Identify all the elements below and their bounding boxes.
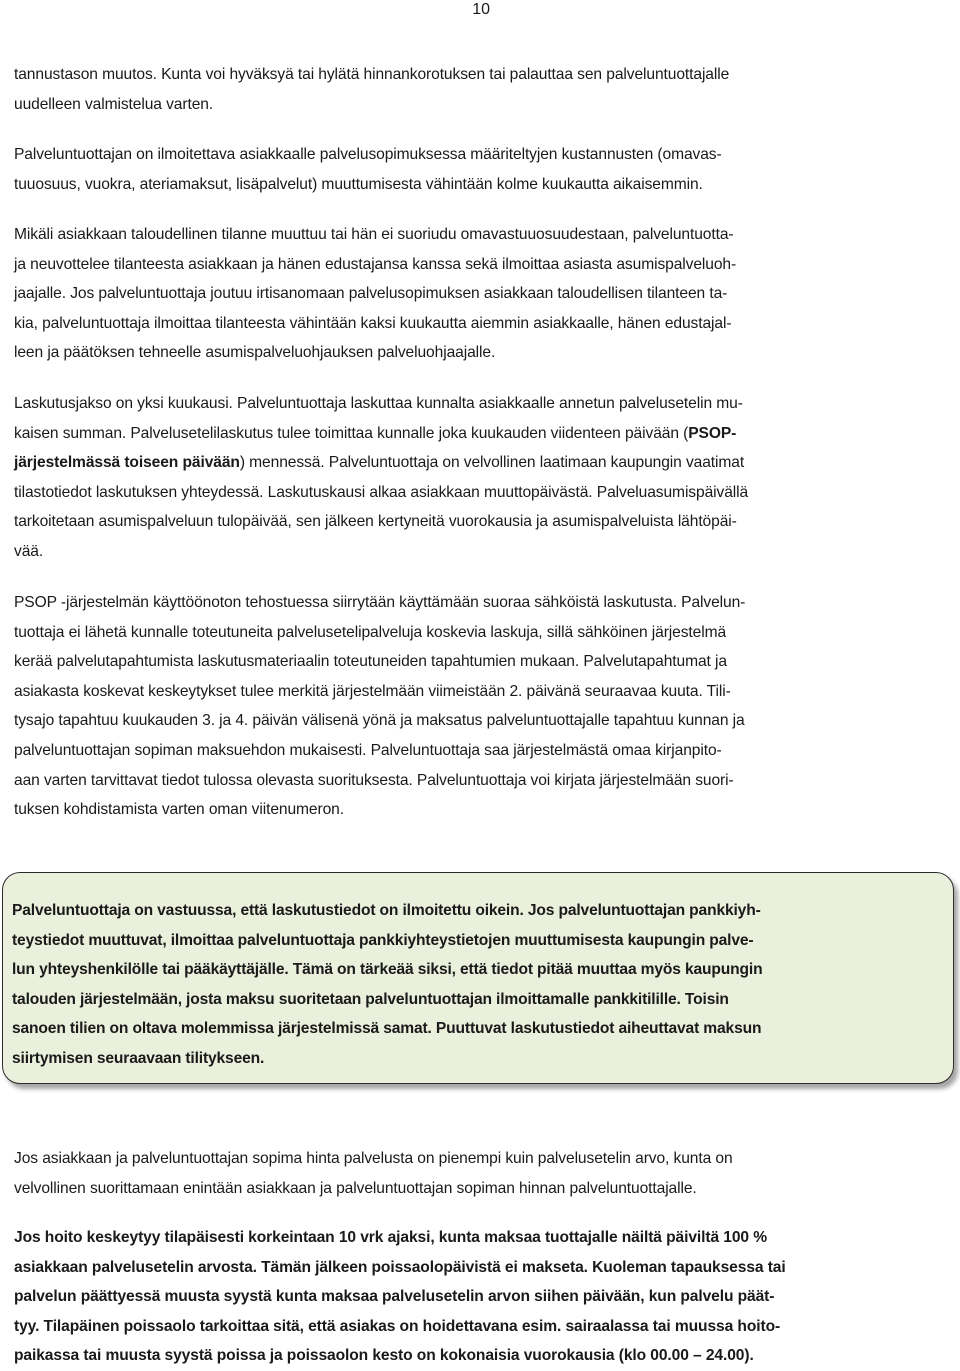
text-line: tannustason muutos. Kunta voi hyväksyä tai hylätä hinnankorotuksen tai palauttaa sen palveluntuottajalle: [14, 66, 730, 83]
paragraph-price-change: [14, 60, 946, 119]
bold-fragment: PSOP-: [688, 424, 737, 442]
text-line: tuksen kohdistamista varten oman viitenumeron.: [14, 801, 344, 819]
text-line: teystiedot muuttuvat, ilmoittaa palveluntuottaja pankkiyhteystietojen muuttumisesta kaupungin palve-: [12, 931, 754, 949]
text-line: asiakasta koskevat keskeytykset tulee merkitä järjestelmään viimeistään 2. päivänä seuraavaa kuuta. Tili-: [14, 682, 731, 700]
text-line: palveluntuottajan sopiman maksuehdon mukaisesti. Palveluntuottaja saa järjestelmästä omaa kirjanpito-: [14, 741, 722, 759]
text-line: vää.: [14, 542, 44, 560]
text-line: uudelleen valmistelua varten.: [14, 95, 214, 113]
text-line: tysajo tapahtuu kuukauden 3. ja 4. päivän välisenä yönä ja maksatus palveluntuottajalle tapahtuu kunnan ja: [14, 712, 745, 730]
text-line: jaajalle. Jos palveluntuottaja joutuu irtisanomaan palvelusopimuksen asiakkaan taloudellisen tilanteen ta-: [14, 285, 728, 303]
text-line: asiakkaan palvelusetelin arvosta. Tämän jälkeen poissaolopäivistä ei makseta. Kuoleman tapauksessa tai: [14, 1258, 786, 1276]
text-line: [14, 448, 946, 478]
text-line: talouden järjestelmään, josta maksu suoritetaan palveluntuottajan ilmoittamalle pankkitilille. Toisin: [12, 990, 729, 1008]
text-line: ja neuvottelee tilanteesta asiakkaan ja hänen edustajansa kanssa sekä ilmoittaa asiasta asumispalveluoh-: [14, 255, 737, 273]
text-line: PSOP -järjestelmän käyttöönoton tehostuessa siirrytään käyttämään suoraa sähköistä laskutusta. Palvelun-: [14, 594, 746, 611]
text-line: [14, 419, 946, 449]
text-line: kia, palveluntuottaja ilmoittaa tilanteesta vähintään kaksi kuukautta aiemmin asiakkaalle, hänen edustajal-: [14, 314, 732, 332]
text-line: tarkoitetaan asumispalveluun tulopäivää, sen jälkeen kertyneitä vuorokausia ja asumispalveluista lähtöpäi-: [14, 513, 737, 531]
paragraph-temporary-absence: [14, 1223, 946, 1371]
text-line: kerää palvelutapahtumista laskutusmateriaalin toteutuneiden tapahtumien mukaan. Palvelutapahtumat ja: [14, 653, 727, 671]
text-line: Jos asiakkaan ja palveluntuottajan sopima hinta palvelusta on pienempi kuin palvelusetelin arvo, kunta on: [14, 1150, 733, 1167]
text-line: leen ja päätöksen tehneelle asumispalveluohjauksen palveluohjaajalle.: [14, 344, 496, 362]
bold-fragment: järjestelmässä toiseen päivään: [14, 454, 240, 472]
text-line: aan varten tarvittavat tiedot tulossa olevasta suorituksesta. Palveluntuottaja voi kirjata järjestelmään suori-: [14, 771, 734, 789]
text-line: Palveluntuottajan on ilmoitettava asiakkaalle palvelusopimuksessa määriteltyjen kustannusten (omavas-: [14, 146, 722, 163]
page-number: 10: [472, 1, 490, 18]
paragraph-billing-period: [14, 389, 946, 567]
paragraph-cost-notice: [14, 140, 946, 199]
notice-text: [12, 896, 947, 1074]
paragraph-psop-system: [14, 588, 946, 825]
text-line: Mikäli asiakkaan taloudellinen tilanne muuttuu tai hän ei suoriudu omavastuuosuudestaan, palveluntuotta-: [14, 226, 734, 243]
text-line: lun yhteyshenkilölle tai pääkäyttäjälle. Tämä on tärkeää siksi, että tiedot pitää muuttaa myös kaupungin: [12, 961, 763, 979]
text-line: velvollinen suorittamaan enintään asiakkaan ja palveluntuottajan sopiman hinnan palveluntuottajalle.: [14, 1179, 697, 1197]
text-line: paikassa tai muusta syystä poissa ja poissaolon kesto on kokonaisia vuorokausia (klo 00.00 – 24.00).: [14, 1347, 754, 1365]
text-line: Jos hoito keskeytyy tilapäisesti korkeintaan 10 vrk ajaksi, kunta maksaa tuottajalle näiltä päiviltä 100 %: [14, 1229, 767, 1246]
text-line: Laskutusjakso on yksi kuukausi. Palveluntuottaja laskuttaa kunnalta asiakkaalle annetun palvelusetelin mu-: [14, 395, 743, 412]
paragraph-price-below-voucher: [14, 1144, 946, 1203]
text-line: tuottaja ei lähetä kunnalle toteutuneita palvelusetelipalveluja koskevia laskuja, sillä sähköinen järjestelmä: [14, 623, 727, 641]
text-fragment: kaisen summan. Palvelusetelilaskutus tulee toimittaa kunnalle joka kuukauden viidenteen päivään (: [14, 424, 689, 442]
text-line: tuuosuus, vuokra, ateriamaksut, lisäpalvelut) muuttumisesta vähintään kolme kuukautta aikaisemmin.: [14, 175, 703, 193]
text-line: Palveluntuottaja on vastuussa, että laskutustiedot on ilmoitettu oikein. Jos palveluntuottajan pankkiyh-: [12, 902, 761, 919]
text-line: tilastotiedot laskutuksen yhteydessä. Laskutuskausi alkaa asiakkaan muuttopäivästä. Palveluasumispäivällä: [14, 483, 749, 501]
paragraph-financial-situation: [14, 220, 946, 368]
text-line: palvelun päättyessä muusta syystä kunta maksaa palvelusetelin arvon siihen päivään, kun palvelu päät-: [14, 1288, 775, 1306]
text-fragment: ) mennessä. Palveluntuottaja on velvollinen laatimaan kaupungin vaatimat: [239, 454, 745, 472]
text-line: siirtymisen seuraavaan tilitykseen.: [12, 1049, 265, 1067]
text-line: tyy. Tilapäinen poissaolo tarkoittaa sitä, että asiakas on hoidettavana esim. sairaalassa tai muussa hoito-: [14, 1317, 781, 1335]
text-line: sanoen tilien on oltava molemmissa järjestelmissä samat. Puuttuvat laskutustiedot aiheuttavat maksun: [12, 1020, 762, 1038]
